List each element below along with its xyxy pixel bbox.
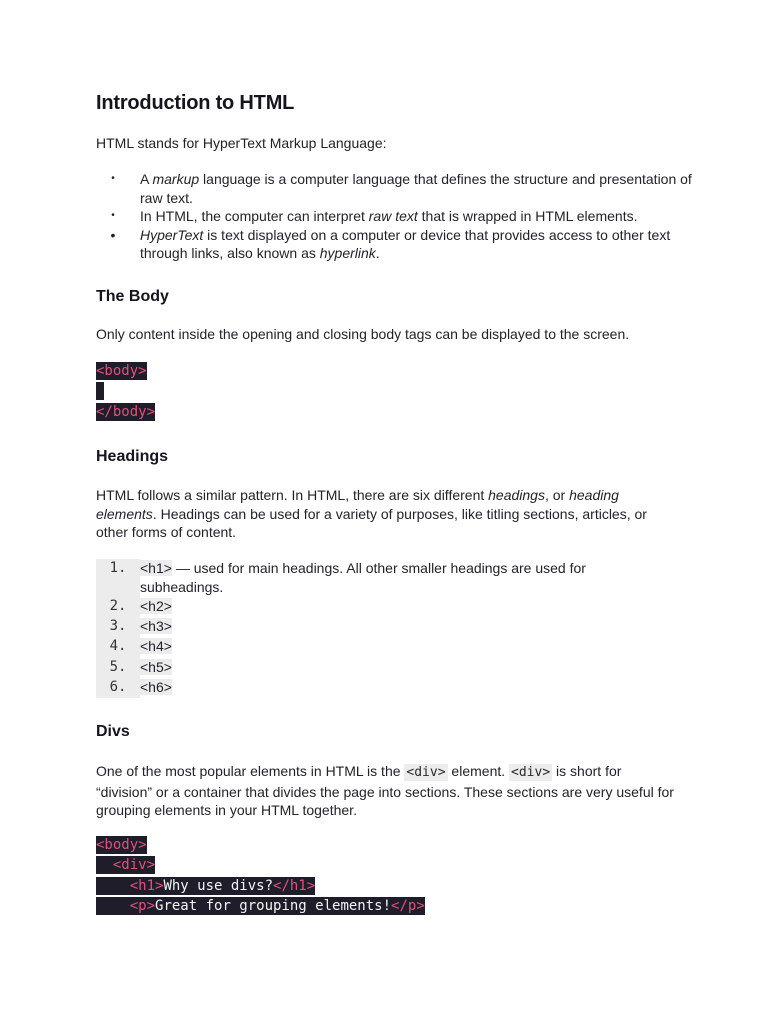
bullet-emphasis: HyperText [140,226,204,243]
heading-tag: <h4> [140,638,172,655]
code-line [96,382,104,400]
inline-code: <div> [406,765,446,780]
code-tag: </p> [391,898,425,915]
heading-tag: <h6> [140,678,172,695]
list-item [96,678,670,698]
heading-tag: <h1> [140,560,172,576]
list-item [96,226,700,263]
heading-tag: <h3> [140,618,172,635]
code-block-divs [96,835,425,917]
para-emphasis: headings [488,487,545,503]
code-line: <body> [96,363,147,379]
list-number: 2. [96,597,140,617]
intro-text: HTML stands for HyperText Markup Language: [96,135,387,151]
para-text: is short for “division” or a container that divides the page into sections. These sections are very useful for grouping elements in your HTML together. [96,763,674,818]
code-indent [96,898,130,914]
code-tag: <div> [112,857,156,874]
section-heading-body: The Body [96,288,169,305]
bullet-text: In HTML, the computer can interpret [140,208,369,224]
list-number: 1. [96,559,140,597]
para-text: One of the most popular elements in HTML is the [96,763,405,779]
list-item [96,207,700,226]
bullet-text: A [140,171,153,187]
heading-tag: <h5> [140,658,172,675]
code-text: Why use divs? [163,877,274,894]
list-item [96,617,670,637]
bullet-text: . [375,245,380,261]
list-item [96,637,670,657]
code-tag: </h1> [273,877,316,894]
bullet-text: is text displayed on a computer or device that provides access to other text through links, also known as [140,226,671,261]
list-item [96,170,700,207]
bullet-emphasis: hyperlink [319,245,376,261]
code-line: </body> [96,403,156,420]
bullet-text: language is a computer language that defines the structure and presentation of raw text. [140,171,692,206]
list-number: 6. [96,678,140,698]
code-tag: <p> [129,898,156,915]
code-block-body [96,361,155,422]
bullet-icon: • [111,210,115,221]
list-item [96,559,670,597]
para-text: . Headings can be used for a variety of purposes, like titling sections, articles, or other forms of content. [96,505,647,540]
headings-section-text [96,486,676,542]
bullet-icon: • [110,226,116,243]
heading-tag: <h2> [140,598,172,614]
list-number: 3. [96,617,140,637]
bullet-icon: • [111,173,115,184]
list-item [96,658,670,678]
bullet-emphasis: markup [152,171,200,187]
code-text: Great for grouping elements! [155,898,392,915]
code-tag: <h1> [129,877,164,894]
code-indent [96,857,113,873]
divs-section-text [96,762,676,820]
code-indent [96,878,130,894]
inline-code: <div> [511,765,551,780]
page-title: Introduction to HTML [96,92,295,114]
para-text: HTML follows a similar pattern. In HTML, there are six different [96,487,489,503]
list-number: 4. [96,637,140,657]
para-text: element. [447,763,510,779]
section-heading-headings: Headings [96,448,169,465]
list-number: 5. [96,658,140,678]
headings-list [96,559,670,698]
section-heading-divs: Divs [96,723,130,740]
body-section-text: Only content inside the opening and closing body tags can be displayed to the screen. [96,326,630,342]
para-text: , or [544,487,570,503]
code-tag: <body> [96,837,147,853]
para-emphasis: heading elements [96,487,619,522]
list-item [96,597,670,617]
bullet-text: that is wrapped in HTML elements. [417,208,638,224]
heading-desc: — used for main headings. All other smaller headings are used for subheadings. [140,560,586,595]
definition-list [96,170,700,263]
bullet-emphasis: raw text [368,208,418,224]
